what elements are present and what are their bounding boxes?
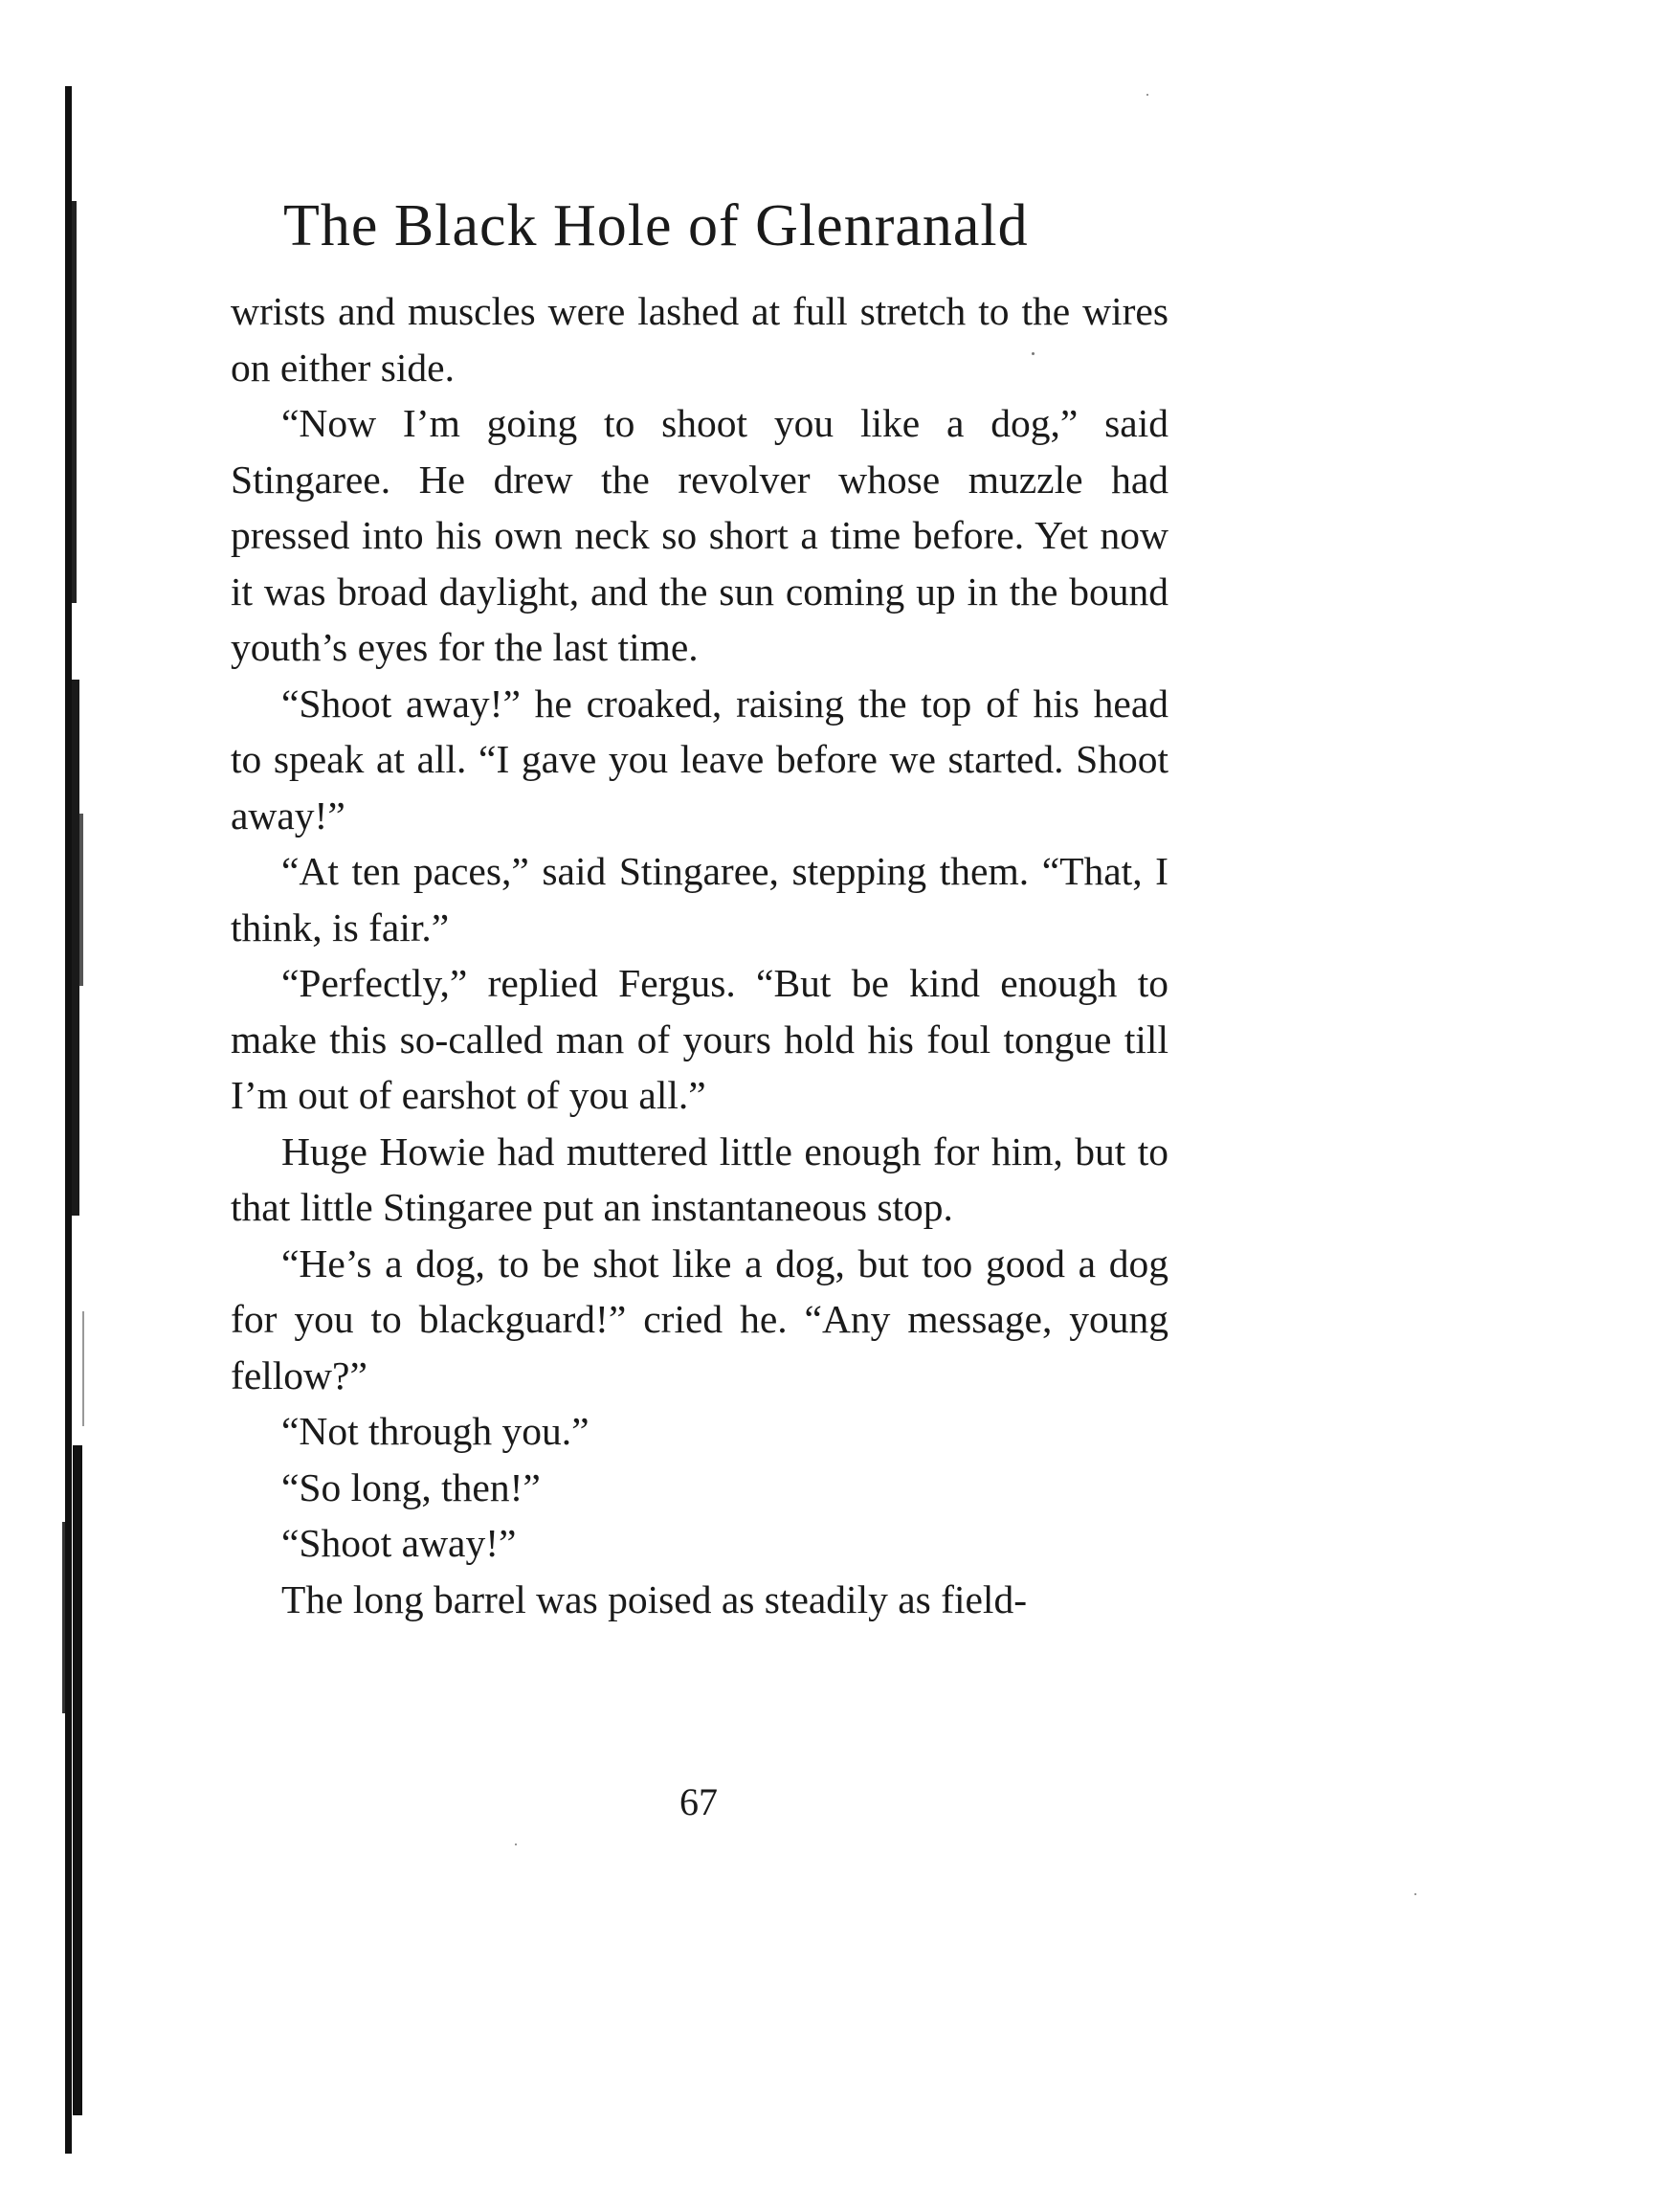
paragraph: “Not through you.”	[281, 1409, 590, 1453]
paragraph: “Shoot away!” he croaked, raising the top of his head to speak at all. “I gave you leave before we started. Shoot away!”	[231, 681, 1168, 838]
paragraph: Huge Howie had muttered little enough for him, but to that little Stingaree put an instantaneous stop.	[231, 1128, 1168, 1229]
paragraph: “Shoot away!”	[281, 1521, 517, 1565]
paragraph: wrists and muscles were lashed at full stretch to the wires on either side.	[231, 289, 1168, 390]
page-number: 67	[679, 1780, 718, 1823]
paragraph: “Now I’m going to shoot you like a dog,” said Stingaree. He drew the revolver whose muzzle had pressed into his own neck so short a time before. Yet now it was broad daylight, and the sun coming up in the bound youth’s eyes for the last time.	[231, 401, 1168, 669]
paragraph: “So long, then!”	[281, 1464, 541, 1509]
paper-speck	[1414, 1893, 1416, 1895]
paragraph: The long barrel was poised as steadily as field-	[281, 1576, 1028, 1621]
paper-speck	[515, 1843, 517, 1845]
paragraph: “Perfectly,” replied Fergus. “But be kind enough to make this so-called man of yours hold his foul tongue till I’m out of earshot of you all.”	[231, 961, 1168, 1117]
paper-speck	[1146, 94, 1148, 96]
paragraph: “He’s a dog, to be shot like a dog, but too good a dog for you to blackguard!” cried he. “Any message, young fellow?”	[231, 1240, 1168, 1397]
running-header: The Black Hole of Glenranald	[283, 193, 1029, 258]
body-text	[231, 283, 1168, 1627]
paragraph: “At ten paces,” said Stingaree, stepping them. “That, I think, is fair.”	[231, 849, 1168, 950]
page-binding-edge	[59, 86, 109, 2154]
